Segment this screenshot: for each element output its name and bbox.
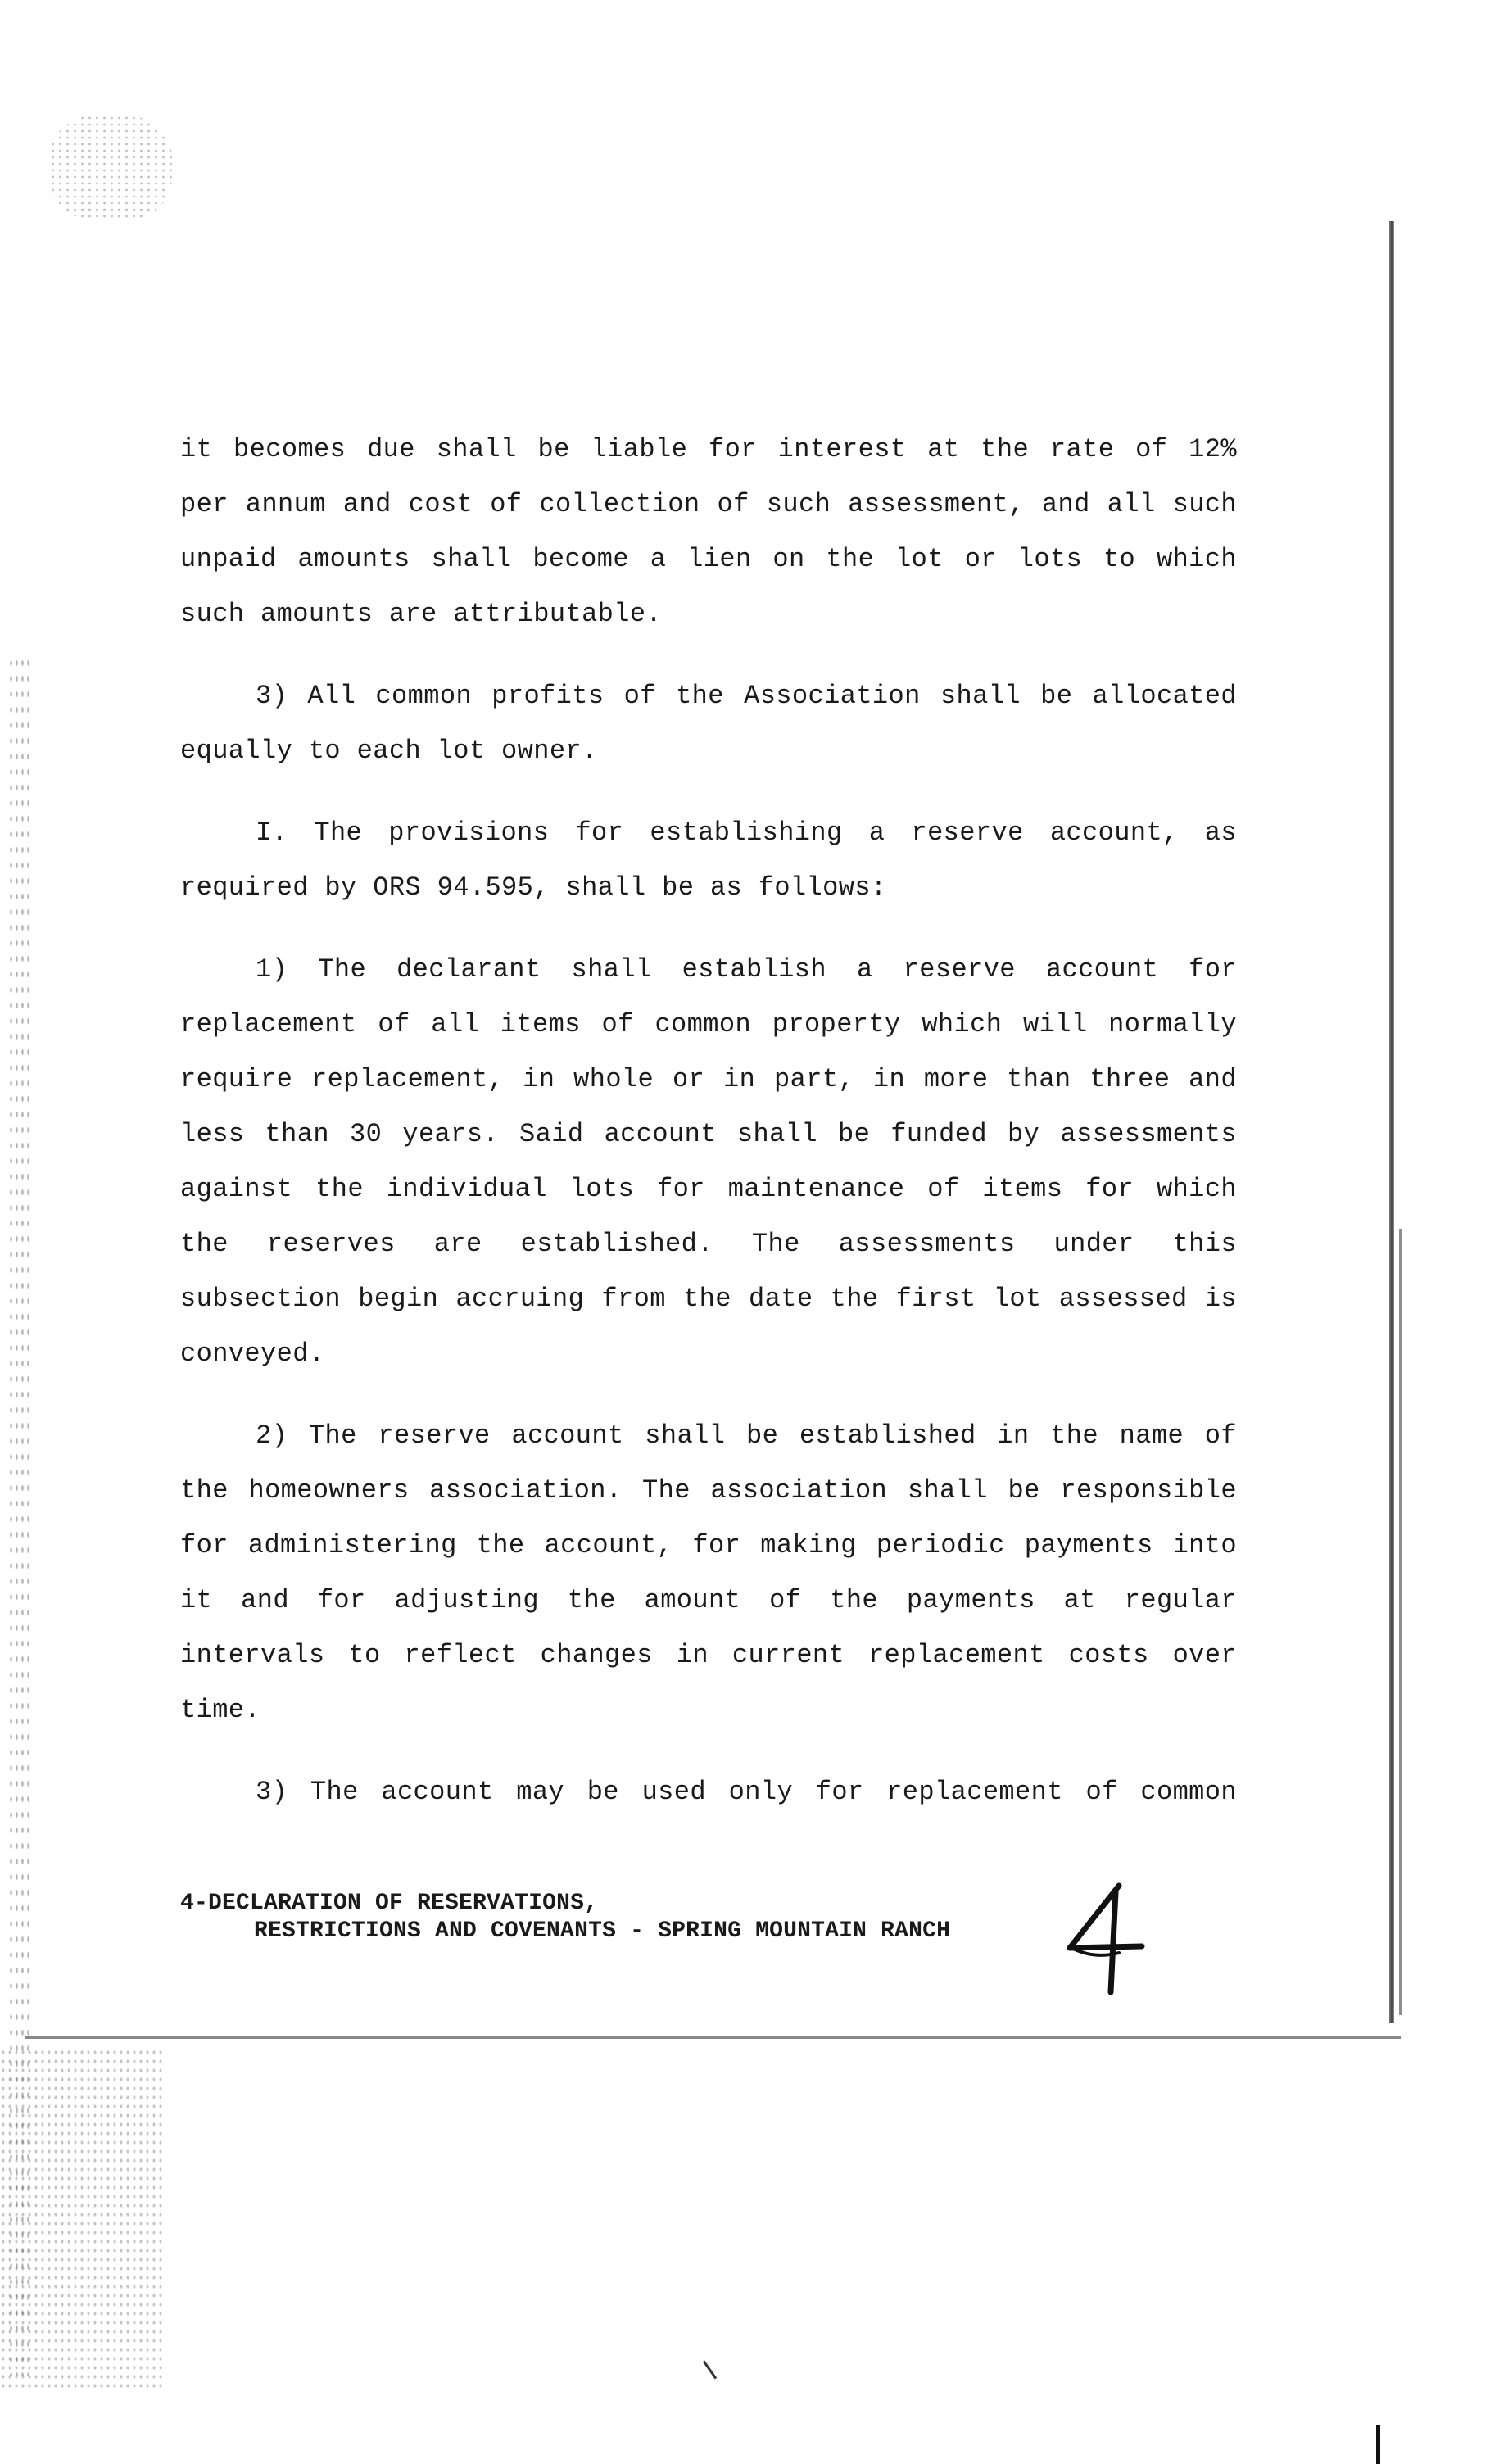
scan-edge-bottom <box>25 2036 1401 2039</box>
footer-line-1: 4-DECLARATION OF RESERVATIONS, <box>180 1891 599 1916</box>
paragraph-gap <box>180 915 1237 942</box>
scan-edge-right-inner <box>1399 1229 1402 2015</box>
body-line: 2) The reserve account shall be established in the name of <box>256 1420 1237 1451</box>
body-line: the reserves are established. The assessments under this <box>180 1229 1237 1259</box>
scan-noise-bottom-left <box>0 2048 164 2392</box>
body-line: require replacement, in whole or in part, in more than three and <box>180 1064 1237 1094</box>
body-line: less than 30 years. Said account shall be funded by assessments <box>180 1119 1237 1149</box>
body-line: 3) All common profits of the Association shall be allocated <box>256 681 1237 711</box>
body-line: the homeowners association. The association shall be responsible <box>180 1475 1237 1506</box>
body-line: I. The provisions for establishing a reserve account, as <box>256 818 1237 848</box>
document-footer <box>180 1890 950 1945</box>
scan-mark-bottom-right <box>1376 2425 1380 2464</box>
body-line: 3) The account may be used only for replacement of common <box>256 1777 1237 1807</box>
handwritten-page-number <box>1062 1881 1152 1995</box>
body-line: unpaid amounts shall become a lien on the lot or lots to which <box>180 544 1237 574</box>
body-line: required by ORS 94.595, shall be as follows: <box>180 872 887 903</box>
scan-mark-bottom-center <box>703 2360 717 2379</box>
body-line: it and for adjusting the amount of the payments at regular <box>180 1585 1237 1615</box>
body-line: equally to each lot owner. <box>180 736 598 766</box>
paragraph-gap <box>180 641 1237 668</box>
paragraph-gap <box>180 1737 1237 1764</box>
body-line: time. <box>180 1695 261 1725</box>
body-line: replacement of all items of common property which will normally <box>180 1009 1237 1040</box>
body-line: 1) The declarant shall establish a reserve account for <box>256 954 1237 985</box>
body-line: conveyed. <box>180 1338 325 1369</box>
scan-noise-corner <box>49 115 172 221</box>
footer-line-2: RESTRICTIONS AND COVENANTS - SPRING MOUNTAIN RANCH <box>254 1918 951 1944</box>
scan-edge-right <box>1389 221 1394 2023</box>
body-line: it becomes due shall be liable for interest at the rate of 12% <box>180 434 1237 464</box>
body-line: per annum and cost of collection of such assessment, and all such <box>180 489 1237 519</box>
body-line: subsection begin accruing from the date the first lot assessed is <box>180 1284 1237 1314</box>
body-line: against the individual lots for maintenance of items for which <box>180 1174 1237 1204</box>
body-text <box>180 422 1237 1819</box>
body-line: such amounts are attributable. <box>180 599 663 629</box>
body-line: intervals to reflect changes in current replacement costs over <box>180 1640 1237 1670</box>
body-line: for administering the account, for making periodic payments into <box>180 1530 1237 1560</box>
paragraph-gap <box>180 1381 1237 1408</box>
paragraph-gap <box>180 778 1237 805</box>
